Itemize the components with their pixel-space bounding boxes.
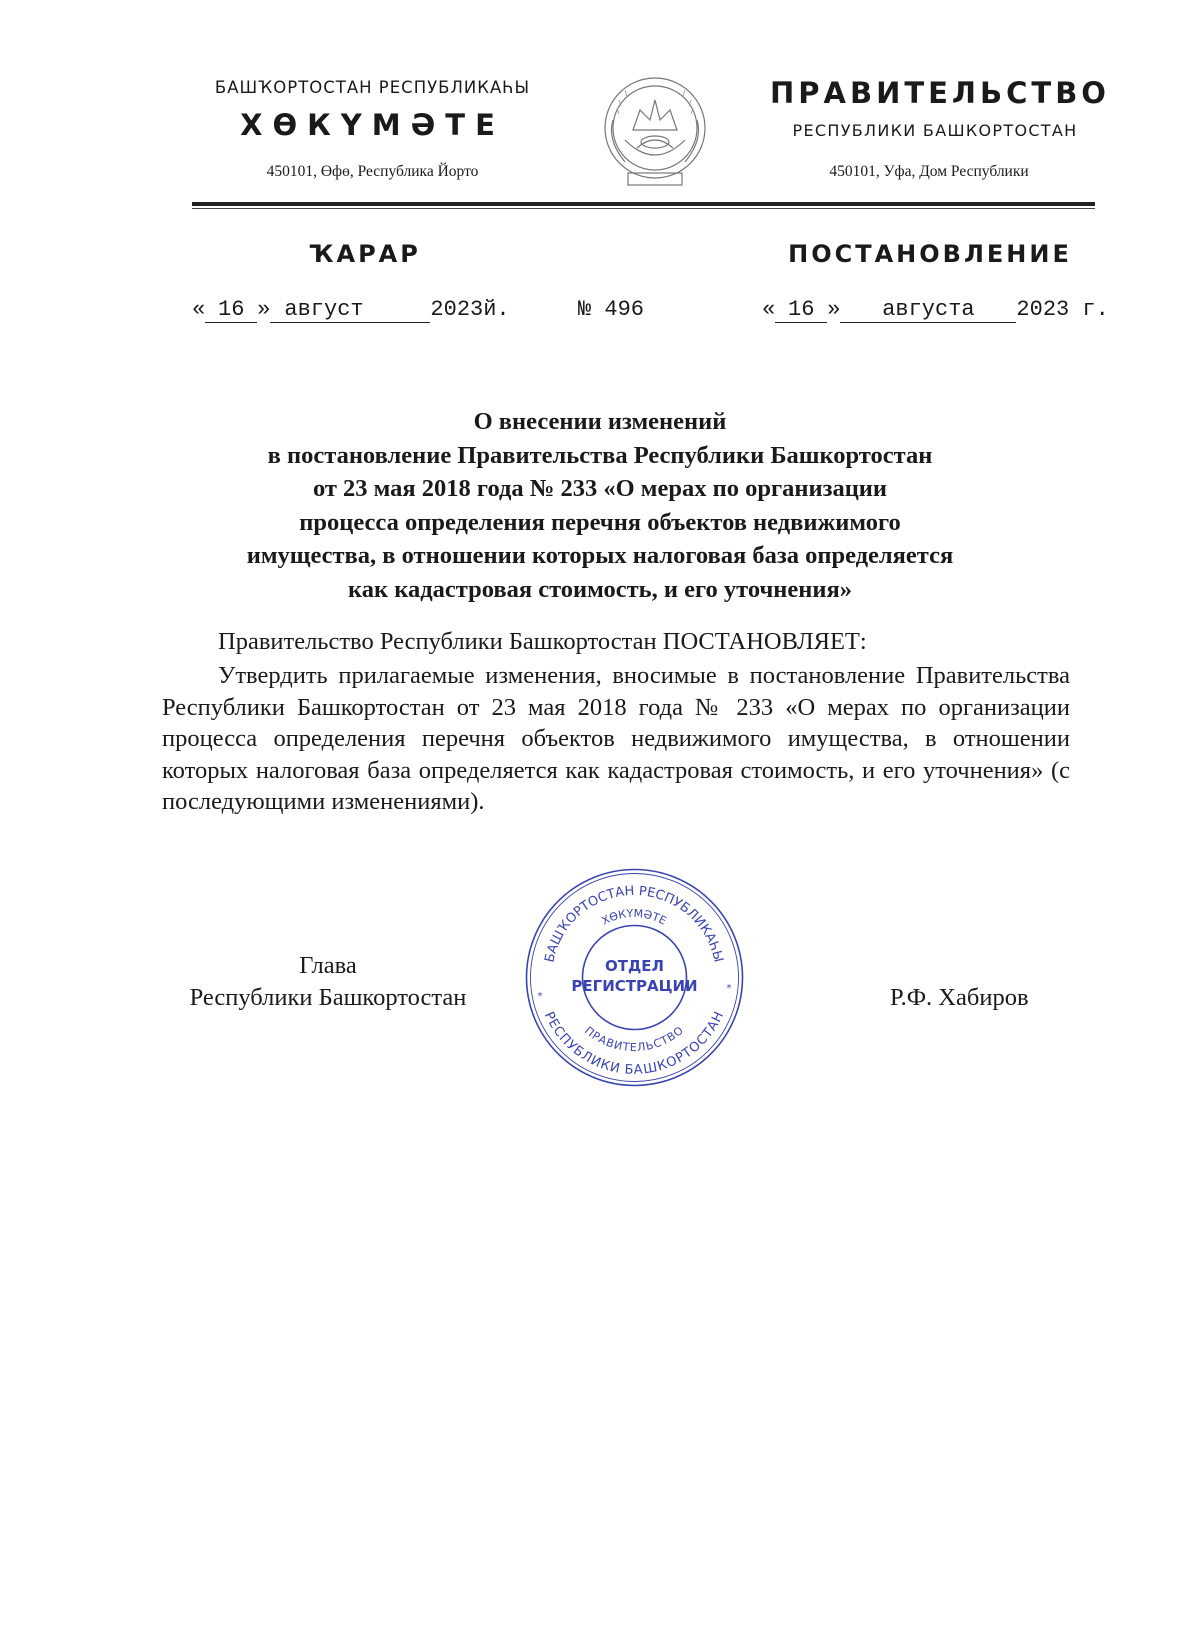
- date-left-year-suffix: 23: [456, 297, 484, 322]
- doc-type-right: ПОСТАНОВЛЕНИЕ: [788, 240, 1072, 268]
- title-line: как кадастровая стоимость, и его уточнения»: [347, 575, 853, 603]
- date-left: [192, 297, 510, 323]
- stamp-outer-top-text: БАШҠОРТОСТАН РЕСПУБЛИКАҺЫ: [542, 883, 726, 964]
- stamp-star-right: *: [726, 983, 732, 994]
- doc-type-left: ҠАРАР: [309, 240, 421, 268]
- stamp-center-line2: РЕГИСТРАЦИИ: [571, 977, 698, 995]
- registration-stamp: [522, 865, 747, 1090]
- header-rule-thick: [192, 202, 1095, 206]
- date-right-year-prefix: 20: [1016, 297, 1043, 322]
- signatory-name: Р.Ф. Хабиров: [890, 984, 1029, 1011]
- date-right-month: августа: [840, 297, 1016, 323]
- stamp-star-left: *: [537, 991, 543, 1002]
- title-line: процесса определения перечня объектов недвижимого: [299, 508, 901, 536]
- date-left-day: 16: [205, 297, 257, 323]
- body-paragraph: [162, 660, 1070, 818]
- stamp-center-line1: ОТДЕЛ: [604, 957, 665, 975]
- date-left-suffix: й.: [483, 297, 510, 322]
- header-left-address: 450101, Өфө, Республика Йорто: [266, 163, 479, 180]
- body-intro: Правительство Республики Башкортостан ПОСТАНОВЛЯЕТ:: [218, 628, 867, 655]
- title-line: в постановление Правительства Республики Башкортостан: [267, 441, 933, 469]
- date-left-month: август: [270, 297, 430, 323]
- date-right-close-quote: »: [827, 297, 841, 322]
- stamp-outer-bottom-text: РЕСПУБЛИКИ БАШКОРТОСТАН: [540, 1009, 728, 1078]
- coat-of-arms-icon: [595, 70, 715, 195]
- signatory-position-line2: Республики Башкортостан: [189, 984, 467, 1011]
- document-number: № 496: [578, 297, 645, 322]
- body-paragraph-text: Утвердить прилагаемые изменения, вносимые в постановление Правительства Республики Башкортостан от 23 мая 2018 года № 233 «О мерах по организации процесса определения перечня объектов недвижимого имущества, в отношении которых налоговая база определяется как кадастровая стоимость, и его уточнения» (с последующими изменениями).: [162, 662, 1070, 816]
- date-left-close-quote: »: [257, 297, 271, 322]
- date-right-day: 16: [775, 297, 827, 323]
- date-left-year-prefix: 20: [430, 297, 457, 322]
- header-right-republic: РЕСПУБЛИКИ БАШКОРТОСТАН: [792, 121, 1078, 140]
- header-right-address: 450101, Уфа, Дом Республики: [829, 163, 1029, 180]
- header-right-org: ПРАВИТЕЛЬСТВО: [770, 76, 1110, 110]
- signatory-position-line1: Глава: [299, 952, 357, 979]
- stamp-inner-top-text: ХӨКҮМӘТЕ: [599, 906, 669, 928]
- date-right: [762, 297, 1109, 323]
- title-line: от 23 мая 2018 года № 233 «О мерах по организации: [312, 475, 888, 502]
- date-left-open-quote: «: [192, 297, 206, 322]
- stamp-inner-bottom-text: ПРАВИТЕЛЬСТВО: [582, 1024, 686, 1055]
- header-left-republic: БАШҠОРТОСТАН РЕСПУБЛИКАҺЫ: [214, 78, 531, 97]
- document-title: [160, 405, 1040, 606]
- date-right-year-suffix: 23: [1042, 297, 1070, 322]
- header-left-org: ХӨКҮМӘТЕ: [240, 108, 505, 142]
- date-right-suffix: г.: [1082, 297, 1109, 322]
- title-line: имущества, в отношении которых налоговая база определяется: [246, 542, 954, 569]
- header-rule-thin: [192, 208, 1095, 209]
- title-line: О внесении изменений: [473, 408, 727, 435]
- date-right-open-quote: «: [762, 297, 776, 322]
